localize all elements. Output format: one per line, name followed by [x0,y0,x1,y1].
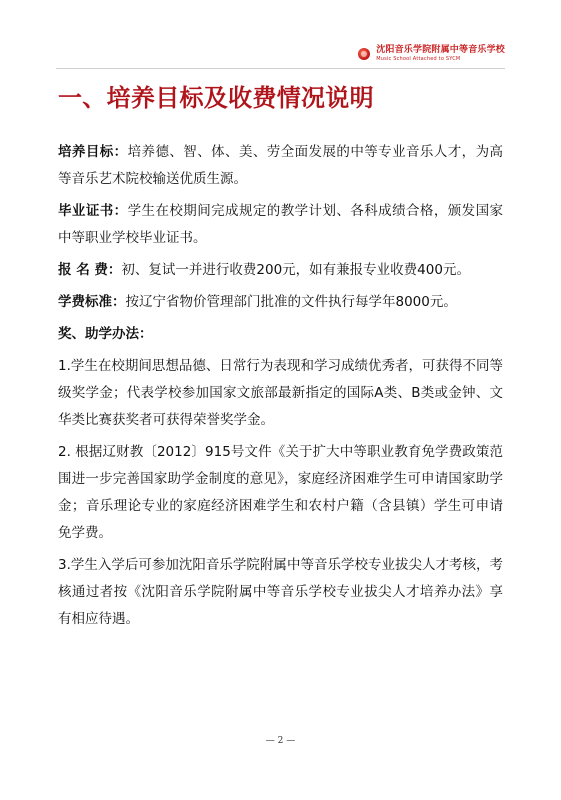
logo-text [376,46,505,62]
certificate-label: 毕业证书： [58,203,128,219]
training-goal-label: 培养目标： [58,144,128,160]
training-goal-paragraph [58,139,503,193]
logo-english-text: Music School Attached to SYCM [376,56,461,62]
document-content [58,139,503,633]
tuition-text: 按辽宁省物价管理部门批准的文件执行每学年8000元。 [125,294,457,310]
registration-fee-label: 报 名 费： [58,262,122,278]
page-header [56,40,505,69]
aid-item-1: 1.学生在校期间思想品德、日常行为表现和学习成绩优秀者，可获得不同等级奖学金；代表学校参加国家文旅部最新指定的国际A类、B类或金钟、文华类比赛获奖者可获得荣誉奖学金。 [58,358,503,428]
aid-item-3: 3.学生入学后可参加沈阳音乐学院附属中等音乐学校专业拔尖人才考核，考核通过者按《沈阳音乐学院附属中等音乐学校专业拔尖人才培养办法》享有相应待遇。 [58,557,503,627]
page-title: 一、培养目标及收费情况说明 [58,84,374,112]
registration-fee-text: 初、复试一并进行收费200元，如有兼报专业收费400元。 [121,262,470,278]
school-emblem-icon [358,48,370,60]
aid-section-heading: 奖、助学办法： [58,326,153,342]
certificate-text: 学生在校期间完成规定的教学计划、各科成绩合格，颁发国家中等职业学校毕业证书。 [58,203,504,246]
aid-item-2: 2. 根据辽财教〔2012〕915号文件《关于扩大中等职业教育免学费政策范围进一步完善国家助学金制度的意见》，家庭经济困难学生可申请国家助学金；音乐理论专业的家庭经济困难学生和农村户籍（含县镇）学生可申请免学费。 [58,444,503,541]
training-goal-text: 培养德、智、体、美、劳全面发展的中等专业音乐人才，为高等音乐艺术院校输送优质生源。 [58,144,504,187]
registration-fee-paragraph [58,257,503,284]
logo-chinese-text: 沈阳音乐学院附属中等音乐学校 [376,45,505,55]
tuition-label: 学费标准： [58,294,126,310]
school-logo [358,46,505,62]
page-number: — 2 — [265,736,296,746]
certificate-paragraph [58,198,503,252]
tuition-paragraph [58,289,503,316]
